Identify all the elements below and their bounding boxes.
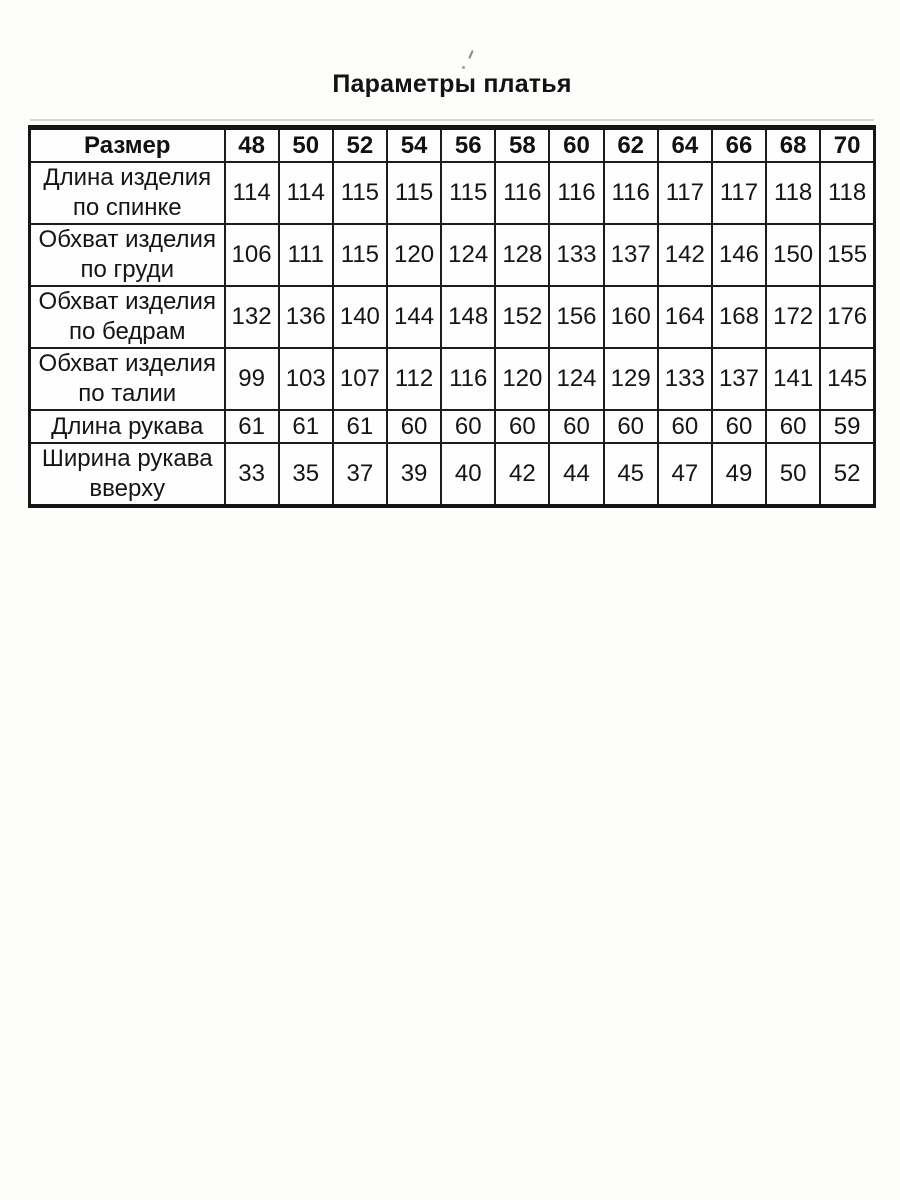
row-label bbox=[30, 410, 225, 443]
size-column-header: 64 bbox=[658, 128, 712, 163]
value-cell: 140 bbox=[333, 286, 387, 348]
value-cell: 137 bbox=[712, 348, 766, 410]
size-column-header: 48 bbox=[225, 128, 279, 163]
table-row bbox=[30, 348, 875, 410]
value-cell: 124 bbox=[441, 224, 495, 286]
value-cell: 60 bbox=[766, 410, 820, 443]
value-cell: 117 bbox=[712, 162, 766, 224]
size-column-header: 62 bbox=[604, 128, 658, 163]
value-cell: 116 bbox=[441, 348, 495, 410]
value-cell: 117 bbox=[658, 162, 712, 224]
value-cell: 60 bbox=[658, 410, 712, 443]
value-cell: 60 bbox=[495, 410, 549, 443]
value-cell: 128 bbox=[495, 224, 549, 286]
size-column-header: 66 bbox=[712, 128, 766, 163]
size-column-header: 56 bbox=[441, 128, 495, 163]
table-row bbox=[30, 224, 875, 286]
value-cell: 133 bbox=[549, 224, 603, 286]
value-cell: 61 bbox=[225, 410, 279, 443]
value-cell: 47 bbox=[658, 443, 712, 506]
page-title: Параметры платья bbox=[332, 70, 572, 98]
value-cell: 148 bbox=[441, 286, 495, 348]
value-cell: 61 bbox=[333, 410, 387, 443]
value-cell: 168 bbox=[712, 286, 766, 348]
value-cell: 129 bbox=[604, 348, 658, 410]
value-cell: 116 bbox=[604, 162, 658, 224]
value-cell: 137 bbox=[604, 224, 658, 286]
row-label bbox=[30, 443, 225, 506]
row-label-line: Ширина рукава bbox=[41, 445, 213, 472]
table-body bbox=[30, 162, 875, 506]
row-label-line: Обхват изделия bbox=[38, 226, 216, 253]
table-row bbox=[30, 410, 875, 443]
size-column-header: 60 bbox=[549, 128, 603, 163]
value-cell: 107 bbox=[333, 348, 387, 410]
size-header-label: Размер bbox=[30, 128, 225, 163]
scan-smudge-line bbox=[30, 119, 874, 121]
value-cell: 145 bbox=[820, 348, 874, 410]
value-cell: 115 bbox=[333, 224, 387, 286]
row-label bbox=[30, 286, 225, 348]
table-head bbox=[30, 128, 875, 163]
value-cell: 164 bbox=[658, 286, 712, 348]
value-cell: 112 bbox=[387, 348, 441, 410]
table-row bbox=[30, 286, 875, 348]
table-row bbox=[30, 162, 875, 224]
value-cell: 42 bbox=[495, 443, 549, 506]
value-cell: 60 bbox=[604, 410, 658, 443]
value-cell: 60 bbox=[387, 410, 441, 443]
row-label-line: Длина рукава bbox=[51, 412, 204, 440]
value-cell: 155 bbox=[820, 224, 874, 286]
value-cell: 33 bbox=[225, 443, 279, 506]
value-cell: 99 bbox=[225, 348, 279, 410]
header-row bbox=[30, 128, 875, 163]
value-cell: 106 bbox=[225, 224, 279, 286]
row-label-line: Обхват изделия bbox=[38, 350, 216, 377]
size-column-header: 52 bbox=[333, 128, 387, 163]
value-cell: 103 bbox=[279, 348, 333, 410]
value-cell: 146 bbox=[712, 224, 766, 286]
size-column-header: 58 bbox=[495, 128, 549, 163]
value-cell: 172 bbox=[766, 286, 820, 348]
value-cell: 152 bbox=[495, 286, 549, 348]
value-cell: 52 bbox=[820, 443, 874, 506]
value-cell: 141 bbox=[766, 348, 820, 410]
value-cell: 39 bbox=[387, 443, 441, 506]
value-cell: 115 bbox=[333, 162, 387, 224]
row-label-line: по спинке bbox=[72, 194, 182, 221]
row-label-line: по бедрам bbox=[68, 318, 186, 345]
dress-parameters-table bbox=[28, 125, 876, 508]
value-cell: 44 bbox=[549, 443, 603, 506]
value-cell: 118 bbox=[820, 162, 874, 224]
row-label bbox=[30, 348, 225, 410]
value-cell: 132 bbox=[225, 286, 279, 348]
row-label-line: по талии bbox=[78, 380, 177, 407]
value-cell: 150 bbox=[766, 224, 820, 286]
row-label-line: вверху bbox=[89, 475, 166, 502]
value-cell: 49 bbox=[712, 443, 766, 506]
value-cell: 160 bbox=[604, 286, 658, 348]
value-cell: 120 bbox=[495, 348, 549, 410]
value-cell: 35 bbox=[279, 443, 333, 506]
value-cell: 120 bbox=[387, 224, 441, 286]
value-cell: 142 bbox=[658, 224, 712, 286]
value-cell: 176 bbox=[820, 286, 874, 348]
value-cell: 114 bbox=[279, 162, 333, 224]
value-cell: 111 bbox=[279, 224, 333, 286]
scan-speck-artifact bbox=[468, 50, 473, 59]
value-cell: 59 bbox=[820, 410, 874, 443]
value-cell: 45 bbox=[604, 443, 658, 506]
row-label-line: по груди bbox=[80, 256, 174, 283]
size-column-header: 50 bbox=[279, 128, 333, 163]
row-label bbox=[30, 162, 225, 224]
size-column-header: 70 bbox=[820, 128, 874, 163]
value-cell: 60 bbox=[441, 410, 495, 443]
value-cell: 124 bbox=[549, 348, 603, 410]
value-cell: 115 bbox=[441, 162, 495, 224]
value-cell: 118 bbox=[766, 162, 820, 224]
value-cell: 37 bbox=[333, 443, 387, 506]
value-cell: 40 bbox=[441, 443, 495, 506]
row-label-line: Обхват изделия bbox=[38, 288, 216, 315]
table-row bbox=[30, 443, 875, 506]
value-cell: 156 bbox=[549, 286, 603, 348]
value-cell: 61 bbox=[279, 410, 333, 443]
value-cell: 50 bbox=[766, 443, 820, 506]
value-cell: 144 bbox=[387, 286, 441, 348]
value-cell: 116 bbox=[495, 162, 549, 224]
scan-speck-artifact bbox=[462, 66, 465, 69]
row-label bbox=[30, 224, 225, 286]
size-column-header: 68 bbox=[766, 128, 820, 163]
value-cell: 60 bbox=[549, 410, 603, 443]
size-column-header: 54 bbox=[387, 128, 441, 163]
row-label-line: Длина изделия bbox=[43, 164, 212, 191]
value-cell: 136 bbox=[279, 286, 333, 348]
value-cell: 60 bbox=[712, 410, 766, 443]
value-cell: 133 bbox=[658, 348, 712, 410]
value-cell: 116 bbox=[549, 162, 603, 224]
value-cell: 115 bbox=[387, 162, 441, 224]
value-cell: 114 bbox=[225, 162, 279, 224]
